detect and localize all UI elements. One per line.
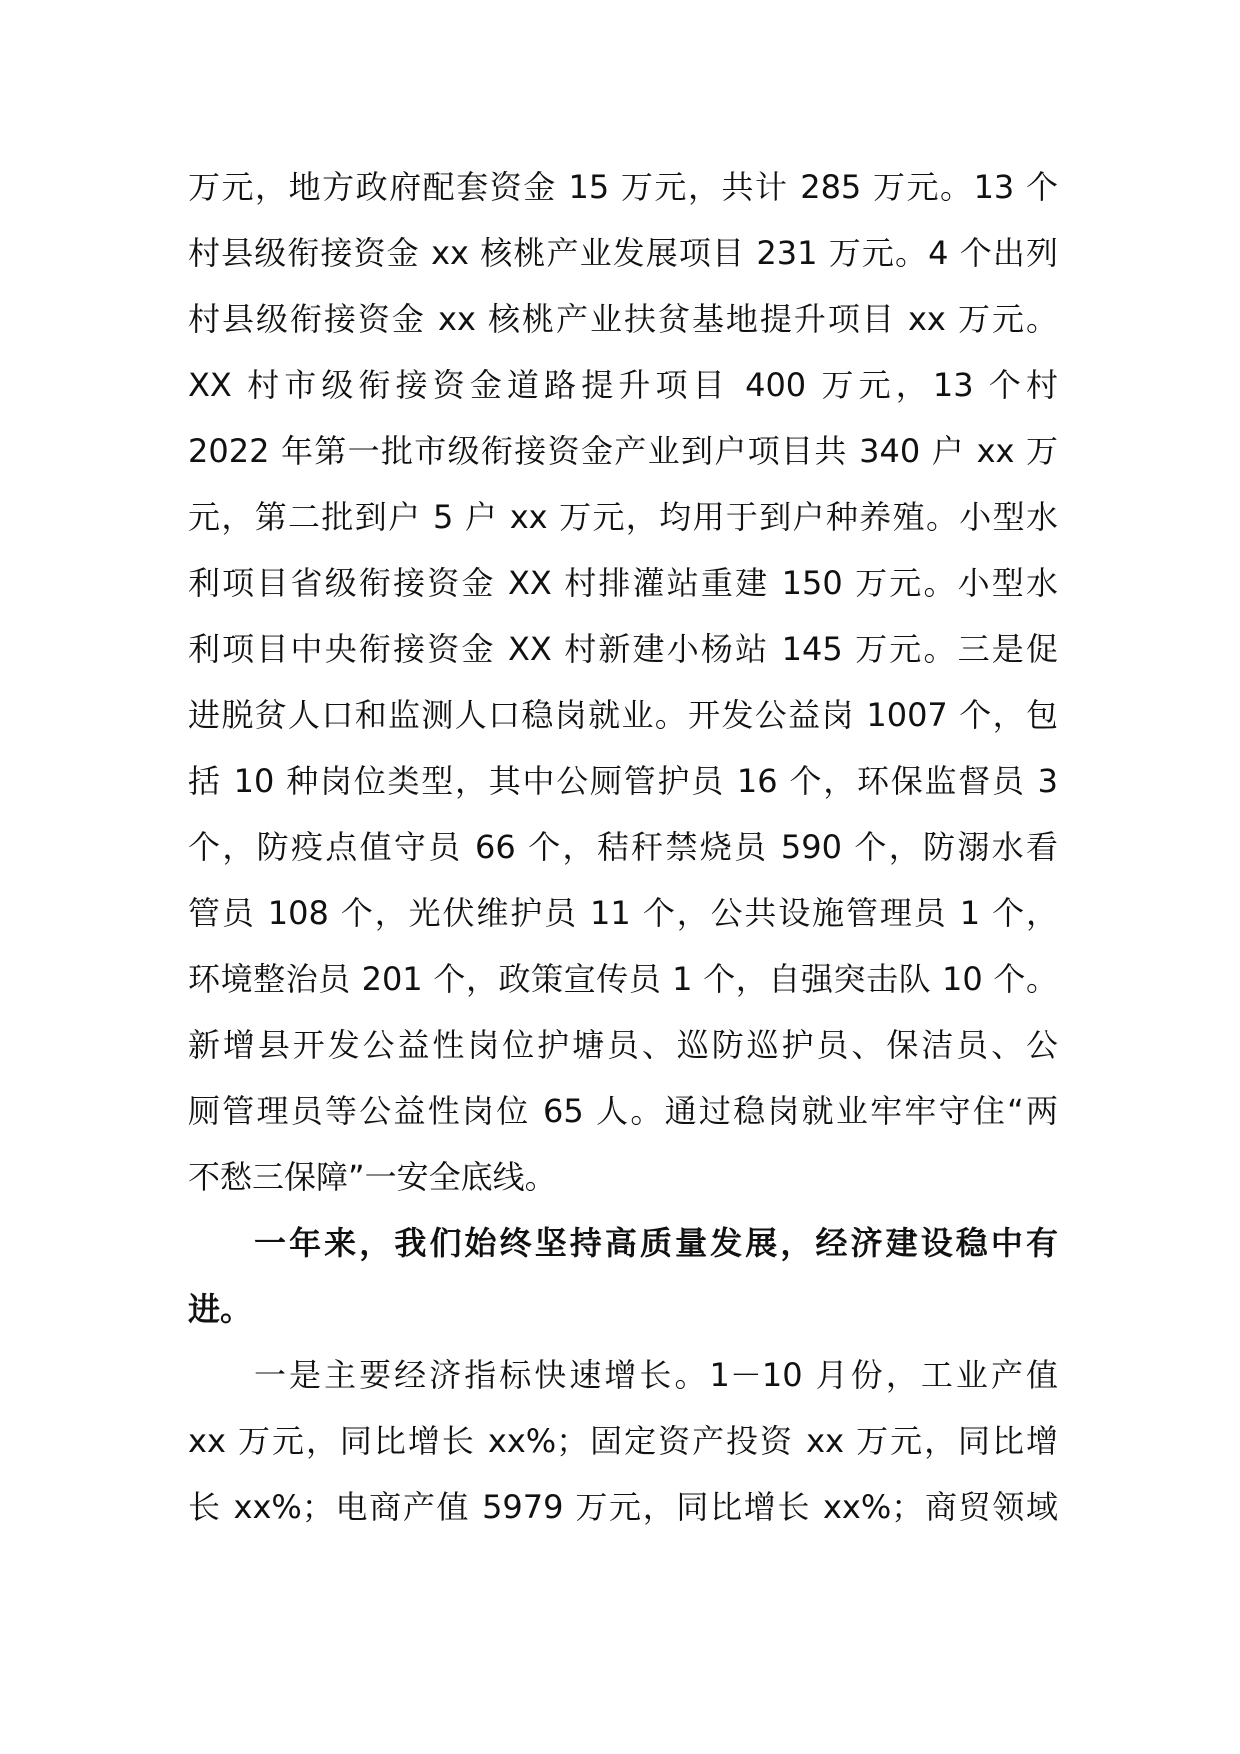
text-line: 2022 年第一批市级衔接资金产业到户项目共 340 户 xx 万 xyxy=(188,432,1058,470)
section-heading xyxy=(188,1210,1058,1342)
text-line: 管员 108 个，光伏维护员 11 个，公共设施管理员 1 个， xyxy=(188,894,1058,932)
heading-line: 进。 xyxy=(188,1290,253,1328)
text-line: 利项目省级衔接资金 XX 村排灌站重建 150 万元。小型水 xyxy=(188,564,1058,602)
text-line: 不愁三保障”一安全底线。 xyxy=(188,1158,557,1196)
text-line: 一是主要经济指标快速增长。1－10 月份，工业产值 xyxy=(254,1356,1058,1394)
text-line: 厕管理员等公益性岗位 65 人。通过稳岗就业牢牢守住“两 xyxy=(188,1092,1058,1130)
text-line: 新增县开发公益性岗位护塘员、巡防巡护员、保洁员、公 xyxy=(188,1026,1058,1064)
text-line: 万元，地方政府配套资金 15 万元，共计 285 万元。13 个 xyxy=(188,168,1058,206)
text-line: xx 万元，同比增长 xx%；固定资产投资 xx 万元，同比增 xyxy=(188,1422,1058,1460)
heading-line: 一年来，我们始终坚持高质量发展，经济建设稳中有 xyxy=(254,1224,1058,1262)
text-line: XX 村市级衔接资金道路提升项目 400 万元，13 个村 xyxy=(188,366,1058,404)
text-line: 长 xx%；电商产值 5979 万元，同比增长 xx%；商贸领域 xyxy=(188,1488,1058,1526)
document-page xyxy=(188,154,1058,1540)
text-line: 利项目中央衔接资金 XX 村新建小杨站 145 万元。三是促 xyxy=(188,630,1058,668)
text-line: 进脱贫人口和监测人口稳岗就业。开发公益岗 1007 个，包 xyxy=(188,696,1058,734)
text-line: 环境整治员 201 个，政策宣传员 1 个，自强突击队 10 个。 xyxy=(188,960,1058,998)
text-line: 村县级衔接资金 xx 核桃产业扶贫基地提升项目 xx 万元。 xyxy=(188,300,1058,338)
text-line: 括 10 种岗位类型，其中公厕管护员 16 个，环保监督员 3 xyxy=(188,762,1058,800)
text-line: 元，第二批到户 5 户 xx 万元，均用于到户种养殖。小型水 xyxy=(188,498,1058,536)
paragraph-economic xyxy=(188,1342,1058,1540)
paragraph-body xyxy=(188,154,1058,1210)
text-line: 村县级衔接资金 xx 核桃产业发展项目 231 万元。4 个出列 xyxy=(188,234,1058,272)
text-line: 个，防疫点值守员 66 个，秸秆禁烧员 590 个，防溺水看 xyxy=(188,828,1058,866)
